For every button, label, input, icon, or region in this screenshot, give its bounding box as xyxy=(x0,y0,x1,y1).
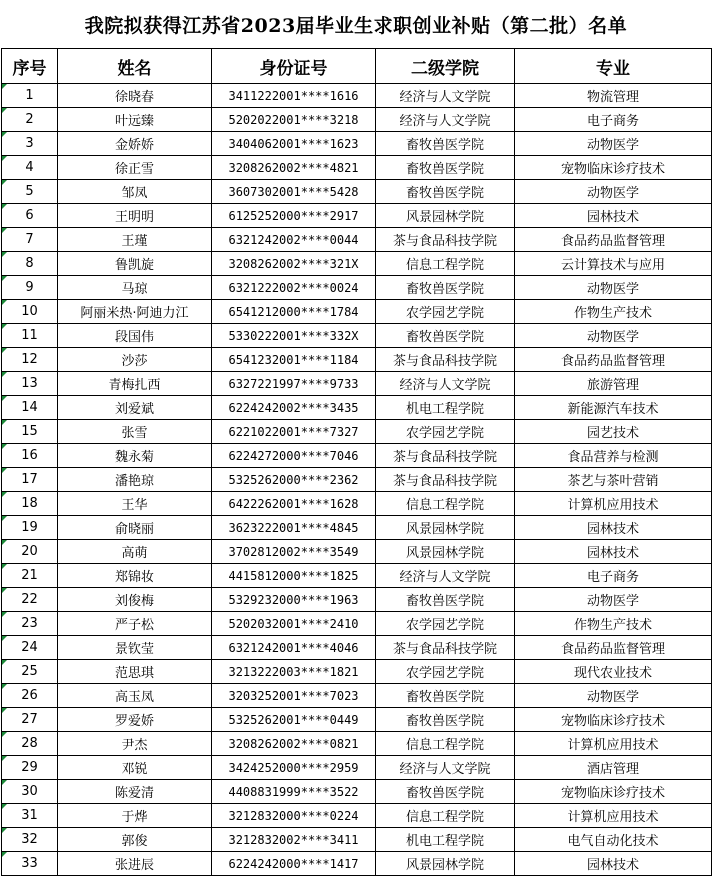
table-row xyxy=(2,420,712,444)
table-row xyxy=(2,756,712,780)
cell-major: 园艺技术 xyxy=(515,420,712,444)
cell-major: 宠物临床诊疗技术 xyxy=(515,708,712,732)
cell-college: 农学园艺学院 xyxy=(376,420,515,444)
cell-serial-number: 12 xyxy=(2,348,58,372)
table-row xyxy=(2,396,712,420)
table-row xyxy=(2,732,712,756)
cell-id-number: 3411222001****1616 xyxy=(212,84,376,108)
cell-college: 畜牧兽医学院 xyxy=(376,156,515,180)
cell-serial-number: 2 xyxy=(2,108,58,132)
cell-name: 高萌 xyxy=(58,540,212,564)
cell-name: 陈爱清 xyxy=(58,780,212,804)
cell-college: 经济与人文学院 xyxy=(376,108,515,132)
cell-id-number: 5202022001****3218 xyxy=(212,108,376,132)
cell-id-number: 3203252001****7023 xyxy=(212,684,376,708)
cell-college: 茶与食品科技学院 xyxy=(376,468,515,492)
table-row xyxy=(2,276,712,300)
cell-college: 机电工程学院 xyxy=(376,828,515,852)
cell-serial-number: 11 xyxy=(2,324,58,348)
cell-name: 徐正雪 xyxy=(58,156,212,180)
table-row xyxy=(2,492,712,516)
cell-id-number: 6221022001****7327 xyxy=(212,420,376,444)
cell-id-number: 6321222002****0024 xyxy=(212,276,376,300)
cell-college: 经济与人文学院 xyxy=(376,756,515,780)
cell-major: 电气自动化技术 xyxy=(515,828,712,852)
header-id-number: 身份证号 xyxy=(212,49,376,84)
cell-college: 信息工程学院 xyxy=(376,252,515,276)
cell-college: 信息工程学院 xyxy=(376,732,515,756)
cell-college: 畜牧兽医学院 xyxy=(376,180,515,204)
table-row xyxy=(2,684,712,708)
cell-id-number: 6321242002****0044 xyxy=(212,228,376,252)
cell-name: 刘爱斌 xyxy=(58,396,212,420)
cell-id-number: 6224272000****7046 xyxy=(212,444,376,468)
cell-major: 现代农业技术 xyxy=(515,660,712,684)
cell-name: 范思琪 xyxy=(58,660,212,684)
cell-serial-number: 21 xyxy=(2,564,58,588)
table-row xyxy=(2,348,712,372)
cell-serial-number: 13 xyxy=(2,372,58,396)
cell-name: 魏永菊 xyxy=(58,444,212,468)
cell-college: 机电工程学院 xyxy=(376,396,515,420)
cell-name: 郭俊 xyxy=(58,828,212,852)
cell-name: 王华 xyxy=(58,492,212,516)
table-body xyxy=(2,84,712,876)
cell-college: 农学园艺学院 xyxy=(376,300,515,324)
table-row xyxy=(2,636,712,660)
cell-college: 畜牧兽医学院 xyxy=(376,684,515,708)
cell-college: 茶与食品科技学院 xyxy=(376,444,515,468)
cell-serial-number: 32 xyxy=(2,828,58,852)
cell-college: 畜牧兽医学院 xyxy=(376,708,515,732)
table-row xyxy=(2,84,712,108)
cell-name: 尹杰 xyxy=(58,732,212,756)
cell-id-number: 3702812002****3549 xyxy=(212,540,376,564)
cell-major: 作物生产技术 xyxy=(515,300,712,324)
cell-college: 农学园艺学院 xyxy=(376,660,515,684)
cell-major: 动物医学 xyxy=(515,180,712,204)
cell-college: 经济与人文学院 xyxy=(376,564,515,588)
cell-name: 俞晓丽 xyxy=(58,516,212,540)
cell-name: 马琼 xyxy=(58,276,212,300)
cell-serial-number: 27 xyxy=(2,708,58,732)
table-row xyxy=(2,564,712,588)
table-row xyxy=(2,108,712,132)
cell-major: 动物医学 xyxy=(515,132,712,156)
subsidy-roster-table xyxy=(1,48,712,876)
cell-college: 农学园艺学院 xyxy=(376,612,515,636)
table-row xyxy=(2,204,712,228)
cell-id-number: 5330222001****332X xyxy=(212,324,376,348)
cell-id-number: 3424252000****2959 xyxy=(212,756,376,780)
cell-major: 园林技术 xyxy=(515,204,712,228)
cell-id-number: 4415812000****1825 xyxy=(212,564,376,588)
cell-serial-number: 28 xyxy=(2,732,58,756)
table-row xyxy=(2,708,712,732)
cell-id-number: 6327221997****9733 xyxy=(212,372,376,396)
cell-major: 茶艺与茶叶营销 xyxy=(515,468,712,492)
cell-college: 信息工程学院 xyxy=(376,804,515,828)
table-row xyxy=(2,468,712,492)
cell-name: 徐晓春 xyxy=(58,84,212,108)
cell-college: 信息工程学院 xyxy=(376,492,515,516)
cell-id-number: 6321242001****4046 xyxy=(212,636,376,660)
cell-name: 邓锐 xyxy=(58,756,212,780)
table-row xyxy=(2,444,712,468)
cell-name: 高玉凤 xyxy=(58,684,212,708)
header-serial-number: 序号 xyxy=(2,49,58,84)
cell-major: 云计算技术与应用 xyxy=(515,252,712,276)
cell-college: 风景园林学院 xyxy=(376,516,515,540)
cell-name: 叶远臻 xyxy=(58,108,212,132)
cell-serial-number: 22 xyxy=(2,588,58,612)
cell-serial-number: 26 xyxy=(2,684,58,708)
cell-major: 动物医学 xyxy=(515,588,712,612)
cell-serial-number: 24 xyxy=(2,636,58,660)
cell-name: 景钦莹 xyxy=(58,636,212,660)
cell-id-number: 5329232000****1963 xyxy=(212,588,376,612)
cell-serial-number: 15 xyxy=(2,420,58,444)
header-college: 二级学院 xyxy=(376,49,515,84)
cell-major: 作物生产技术 xyxy=(515,612,712,636)
cell-major: 食品药品监督管理 xyxy=(515,636,712,660)
cell-serial-number: 29 xyxy=(2,756,58,780)
cell-college: 经济与人文学院 xyxy=(376,372,515,396)
cell-id-number: 3212832000****0224 xyxy=(212,804,376,828)
table-row xyxy=(2,228,712,252)
cell-name: 潘艳琼 xyxy=(58,468,212,492)
cell-serial-number: 23 xyxy=(2,612,58,636)
cell-major: 动物医学 xyxy=(515,276,712,300)
cell-college: 风景园林学院 xyxy=(376,852,515,876)
cell-serial-number: 14 xyxy=(2,396,58,420)
table-row xyxy=(2,660,712,684)
cell-college: 畜牧兽医学院 xyxy=(376,780,515,804)
cell-id-number: 5202032001****2410 xyxy=(212,612,376,636)
cell-name: 阿丽米热·阿迪力江 xyxy=(58,300,212,324)
cell-id-number: 5325262000****2362 xyxy=(212,468,376,492)
cell-name: 王瑾 xyxy=(58,228,212,252)
table-row xyxy=(2,540,712,564)
cell-serial-number: 9 xyxy=(2,276,58,300)
cell-major: 电子商务 xyxy=(515,108,712,132)
table-row xyxy=(2,324,712,348)
table-row xyxy=(2,372,712,396)
cell-id-number: 6125252000****2917 xyxy=(212,204,376,228)
cell-major: 园林技术 xyxy=(515,852,712,876)
cell-name: 邹凤 xyxy=(58,180,212,204)
cell-major: 园林技术 xyxy=(515,516,712,540)
cell-id-number: 3404062001****1623 xyxy=(212,132,376,156)
cell-serial-number: 33 xyxy=(2,852,58,876)
cell-serial-number: 31 xyxy=(2,804,58,828)
cell-major: 动物医学 xyxy=(515,684,712,708)
cell-major: 电子商务 xyxy=(515,564,712,588)
cell-id-number: 3607302001****5428 xyxy=(212,180,376,204)
table-row xyxy=(2,780,712,804)
cell-major: 计算机应用技术 xyxy=(515,732,712,756)
cell-major: 食品营养与检测 xyxy=(515,444,712,468)
table-row xyxy=(2,252,712,276)
cell-serial-number: 17 xyxy=(2,468,58,492)
cell-college: 茶与食品科技学院 xyxy=(376,348,515,372)
cell-id-number: 6541232001****1184 xyxy=(212,348,376,372)
cell-major: 旅游管理 xyxy=(515,372,712,396)
cell-major: 食品药品监督管理 xyxy=(515,348,712,372)
table-row xyxy=(2,180,712,204)
cell-id-number: 3213222003****1821 xyxy=(212,660,376,684)
cell-id-number: 6224242000****1417 xyxy=(212,852,376,876)
table-row xyxy=(2,132,712,156)
cell-serial-number: 1 xyxy=(2,84,58,108)
table-row xyxy=(2,828,712,852)
cell-major: 宠物临床诊疗技术 xyxy=(515,156,712,180)
cell-major: 动物医学 xyxy=(515,324,712,348)
cell-college: 茶与食品科技学院 xyxy=(376,636,515,660)
cell-name: 严子松 xyxy=(58,612,212,636)
cell-id-number: 3208262002****0821 xyxy=(212,732,376,756)
table-row xyxy=(2,612,712,636)
cell-name: 刘俊梅 xyxy=(58,588,212,612)
cell-id-number: 6541212000****1784 xyxy=(212,300,376,324)
header-major: 专业 xyxy=(515,49,712,84)
cell-name: 段国伟 xyxy=(58,324,212,348)
cell-name: 罗爱娇 xyxy=(58,708,212,732)
table-row xyxy=(2,588,712,612)
cell-college: 畜牧兽医学院 xyxy=(376,276,515,300)
cell-serial-number: 6 xyxy=(2,204,58,228)
cell-name: 于烨 xyxy=(58,804,212,828)
cell-serial-number: 10 xyxy=(2,300,58,324)
cell-serial-number: 19 xyxy=(2,516,58,540)
cell-serial-number: 4 xyxy=(2,156,58,180)
cell-id-number: 6422262001****1628 xyxy=(212,492,376,516)
cell-serial-number: 20 xyxy=(2,540,58,564)
cell-serial-number: 5 xyxy=(2,180,58,204)
cell-serial-number: 16 xyxy=(2,444,58,468)
cell-college: 风景园林学院 xyxy=(376,204,515,228)
cell-serial-number: 3 xyxy=(2,132,58,156)
document-title: 我院拟获得江苏省2023届毕业生求职创业补贴（第二批）名单 xyxy=(84,14,628,37)
cell-serial-number: 8 xyxy=(2,252,58,276)
cell-serial-number: 18 xyxy=(2,492,58,516)
cell-college: 经济与人文学院 xyxy=(376,84,515,108)
cell-college: 风景园林学院 xyxy=(376,540,515,564)
cell-id-number: 6224242002****3435 xyxy=(212,396,376,420)
table-row xyxy=(2,852,712,876)
cell-serial-number: 30 xyxy=(2,780,58,804)
cell-major: 新能源汽车技术 xyxy=(515,396,712,420)
cell-name: 沙莎 xyxy=(58,348,212,372)
cell-college: 畜牧兽医学院 xyxy=(376,324,515,348)
cell-serial-number: 7 xyxy=(2,228,58,252)
table-header-row xyxy=(2,49,712,84)
cell-name: 鲁凯旋 xyxy=(58,252,212,276)
cell-major: 物流管理 xyxy=(515,84,712,108)
cell-name: 王明明 xyxy=(58,204,212,228)
cell-name: 青梅扎西 xyxy=(58,372,212,396)
cell-id-number: 4408831999****3522 xyxy=(212,780,376,804)
cell-name: 张雪 xyxy=(58,420,212,444)
cell-serial-number: 25 xyxy=(2,660,58,684)
cell-id-number: 5325262001****0449 xyxy=(212,708,376,732)
table-row xyxy=(2,300,712,324)
cell-name: 郑锦妆 xyxy=(58,564,212,588)
cell-id-number: 3212832002****3411 xyxy=(212,828,376,852)
cell-major: 食品药品监督管理 xyxy=(515,228,712,252)
header-name: 姓名 xyxy=(58,49,212,84)
cell-id-number: 3208262002****321X xyxy=(212,252,376,276)
cell-major: 酒店管理 xyxy=(515,756,712,780)
cell-id-number: 3208262002****4821 xyxy=(212,156,376,180)
cell-name: 金娇娇 xyxy=(58,132,212,156)
cell-name: 张进辰 xyxy=(58,852,212,876)
cell-major: 计算机应用技术 xyxy=(515,804,712,828)
cell-major: 园林技术 xyxy=(515,540,712,564)
cell-college: 畜牧兽医学院 xyxy=(376,588,515,612)
cell-id-number: 3623222001****4845 xyxy=(212,516,376,540)
table-row xyxy=(2,804,712,828)
table-row xyxy=(2,156,712,180)
cell-major: 宠物临床诊疗技术 xyxy=(515,780,712,804)
cell-college: 畜牧兽医学院 xyxy=(376,132,515,156)
cell-major: 计算机应用技术 xyxy=(515,492,712,516)
table-row xyxy=(2,516,712,540)
cell-college: 茶与食品科技学院 xyxy=(376,228,515,252)
